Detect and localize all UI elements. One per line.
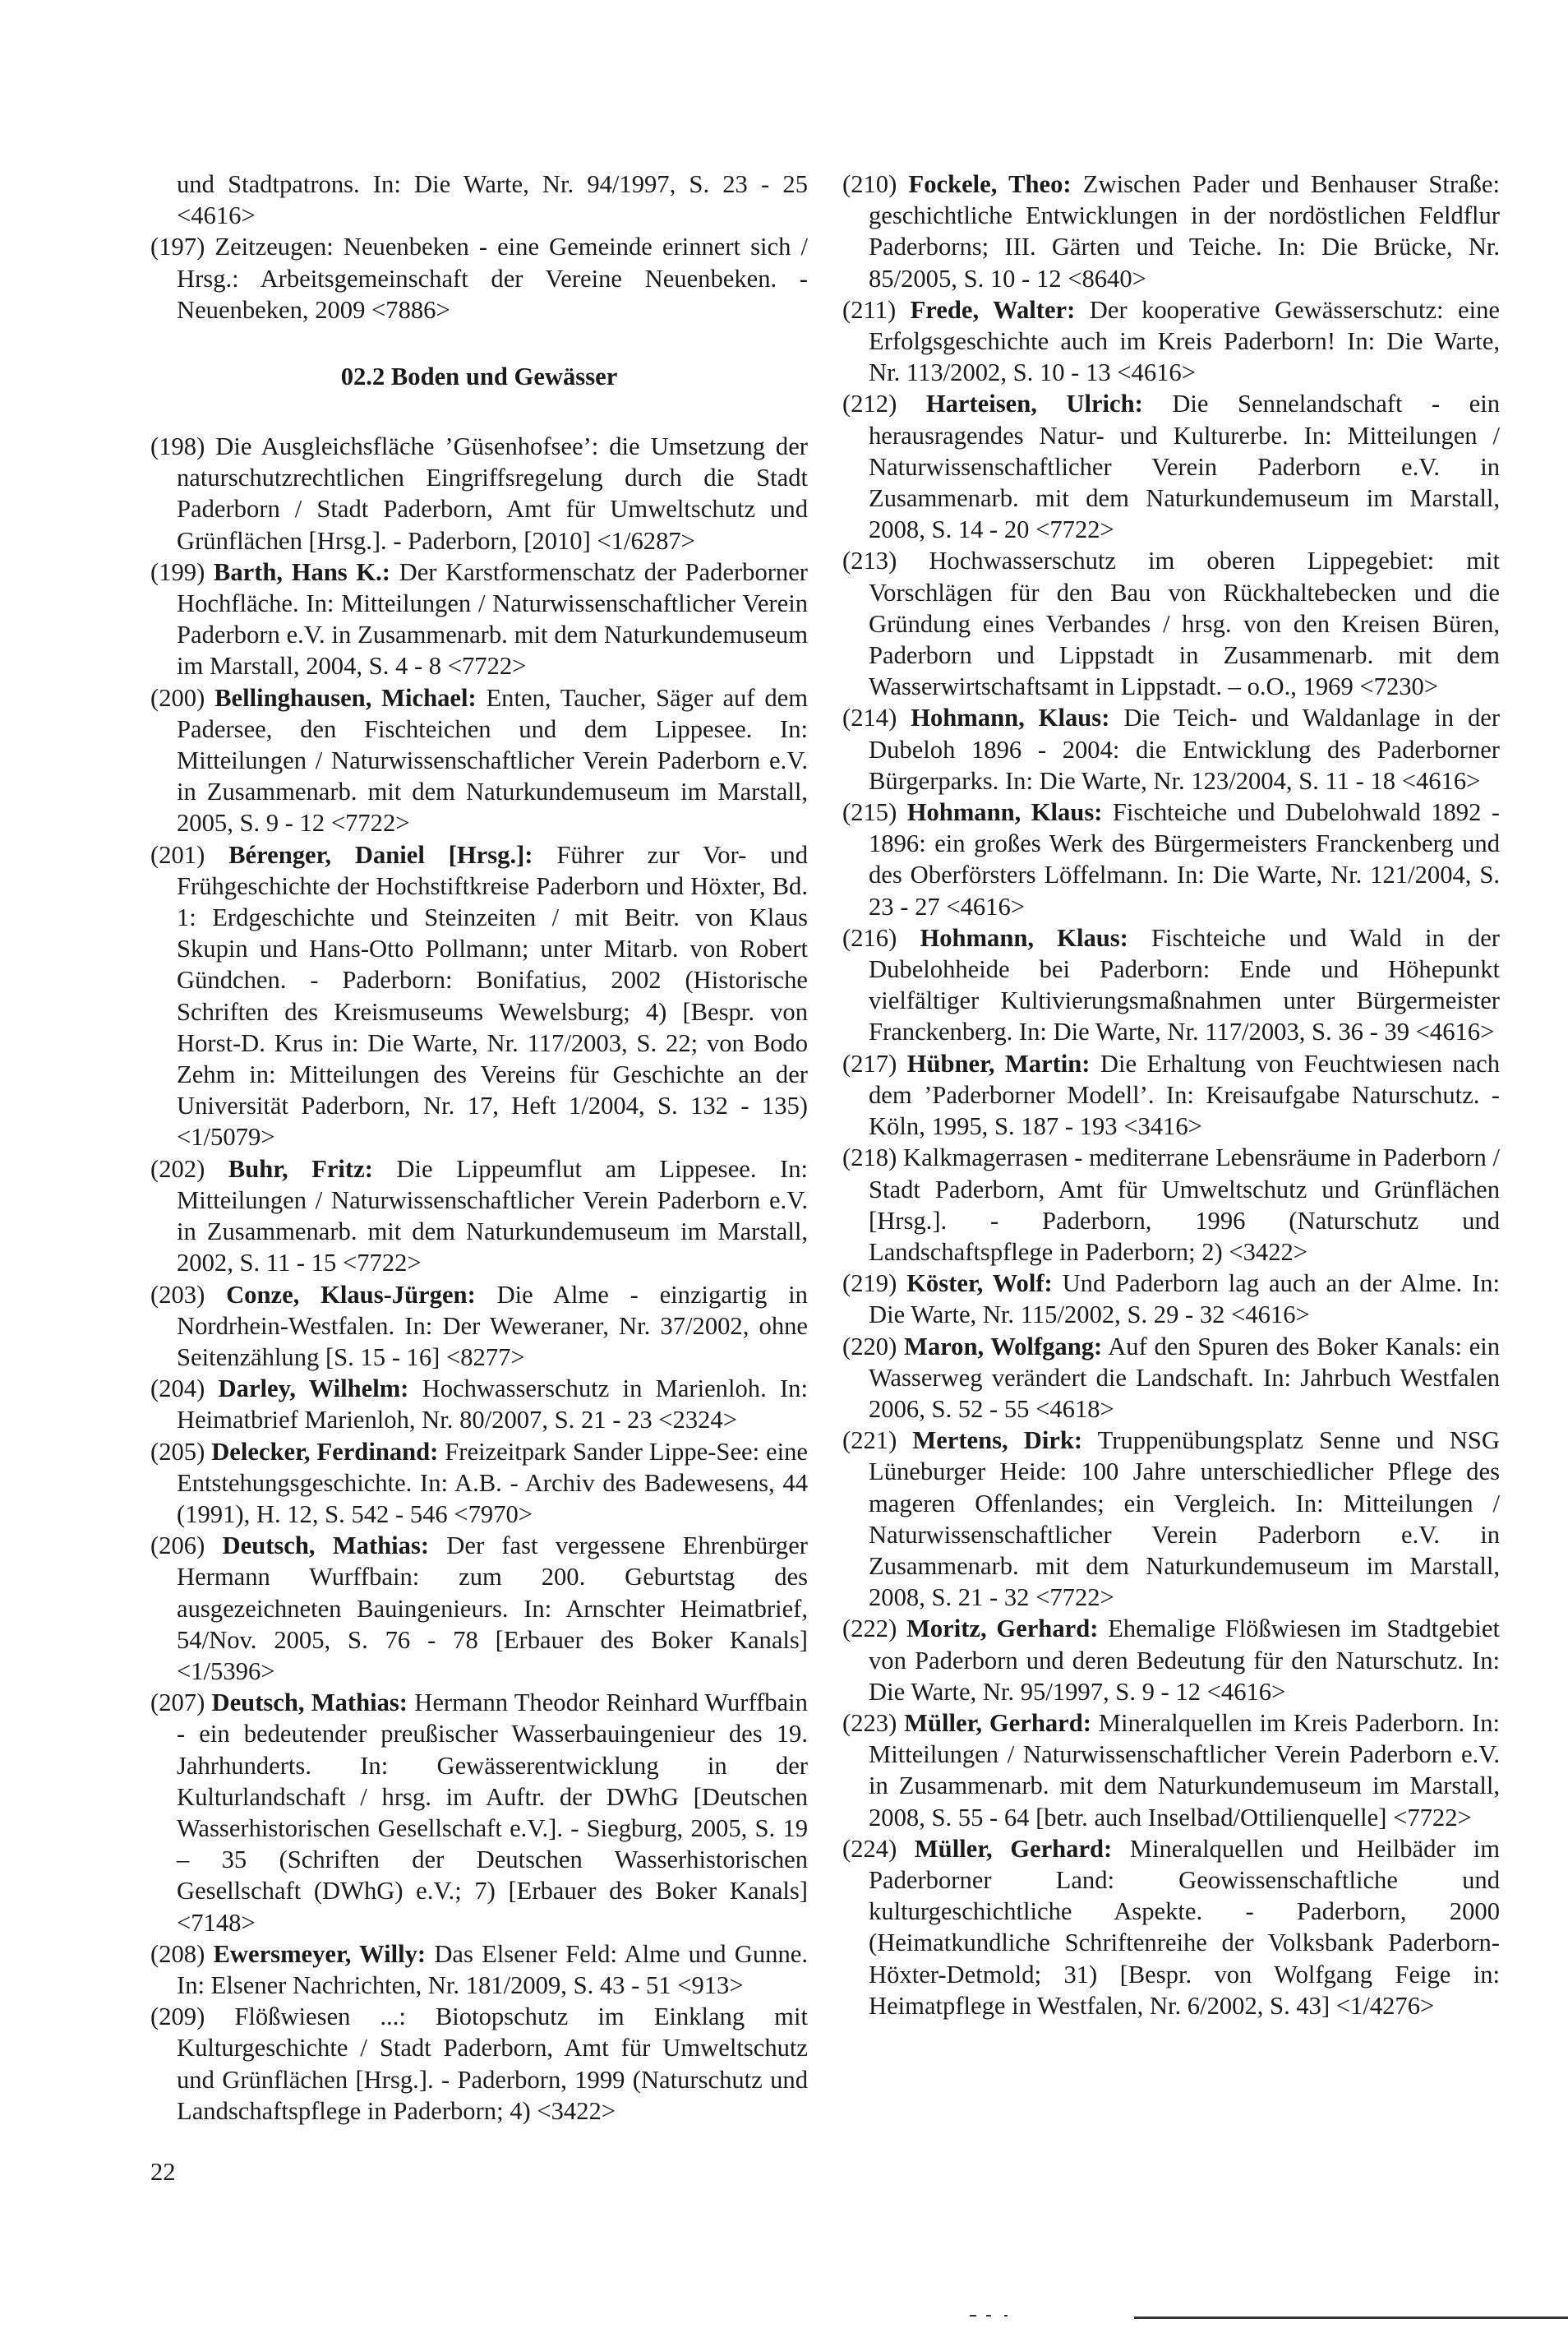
entry-text: Das Elsener Feld: Alme und Gunne. In: Elsener Nachrichten, Nr. 181/2009, S. 43 - 51 <913> — [177, 1939, 808, 1999]
bibliography-entry — [842, 388, 1500, 545]
entry-text: Hochwasserschutz im oberen Lippegebiet: mit Vorschlägen für den Bau von Rückhaltebecken und die Gründung eines Verbandes / hrsg. von den Kreisen Büren, Paderborn und Lippstadt in Zusammenarb. mit dem Wasserwirtschaftsamt in Lippstadt. – o.O., 1969 <7230> — [869, 547, 1500, 701]
entry-author: Moritz, Gerhard: — [906, 1614, 1099, 1643]
entry-text: Auf den Spuren des Boker Kanals: ein Wasserweg verändert die Landschaft. In: Jahrbuch Westfalen 2006, S. 52 - 55 <4618> — [869, 1332, 1500, 1423]
bibliography-entry — [150, 557, 808, 682]
bibliography-entry — [842, 1331, 1500, 1425]
entry-author: Hohmann, Klaus: — [911, 704, 1110, 732]
entry-number: (217) — [842, 1049, 897, 1078]
entry-number: (220) — [842, 1332, 897, 1360]
entry-author: Harteisen, Ulrich: — [925, 390, 1143, 418]
entry-number: (207) — [150, 1688, 205, 1717]
entry-number: (206) — [150, 1531, 205, 1560]
bibliography-entry — [842, 797, 1500, 922]
entry-author: Müller, Gerhard: — [914, 1834, 1113, 1863]
bibliography-entry — [842, 169, 1500, 294]
entry-text: Zwischen Pader und Benhauser Straße: geschichtliche Entwicklungen in der nordöstlichen Feldflur Paderborns; III. Gärten und Teiche. In: Die Brücke, Nr. 85/2005, S. 10 - 12 <8640> — [869, 170, 1500, 293]
entry-text: Flößwiesen ...: Biotopschutz im Einklang mit Kulturgeschichte / Stadt Paderborn, Amt für Umweltschutz und Grünflächen [Hrsg.]. - Paderborn, 1999 (Naturschutz und Landschaftspflege in Paderborn; 4) <3422> — [177, 2002, 808, 2125]
entry-list-left — [150, 431, 808, 2127]
bibliography-entry — [842, 1268, 1500, 1330]
entry-author: Deutsch, Mathias: — [222, 1531, 430, 1560]
entry-text: Fischteiche und Wald in der Dubelohheide bei Paderborn: Ende und Höhepunkt vielfältiger Kultivierungsmaßnahmen unter Bürgermeister Franckenberg. In: Die Warte, Nr. 117/2003, S. 36 - 39 <4616> — [869, 923, 1500, 1046]
entry-text: Enten, Taucher, Säger auf dem Padersee, den Fischteichen und dem Lippesee. In: Mitteilungen / Naturwissenschaftlicher Verein Paderborn e.V. in Zusammenarb. mit dem Naturkundemuseum im Marstall, 2005, S. 9 - 12 <7722> — [177, 683, 809, 838]
entry-text: Freizeitpark Sander Lippe-See: eine Entstehungsgeschichte. In: A.B. - Archiv des Badewesens, 44 (1991), H. 12, S. 542 - 546 <7970> — [177, 1437, 808, 1528]
entry-text: Die Ausgleichsfläche ’Güsenhofsee’: die Umsetzung der naturschutzrechtlichen Eingriffsregelung durch die Stadt Paderborn / Stadt Paderborn, Amt für Umweltschutz und Grünflächen [Hrsg.]. - Paderborn, [2010] <1/6287> — [177, 432, 808, 555]
entry-text: Fischteiche und Dubelohwald 1892 - 1896: ein großes Werk des Bürgermeisters Franckenberg und des Oberförsters Löffelmann. In: Die Warte, Nr. 121/2004, S. 23 - 27 <4616> — [869, 798, 1500, 921]
entry-number: (199) — [150, 557, 205, 586]
entry-author: Köster, Wolf: — [906, 1269, 1053, 1298]
entry-author: Hübner, Martin: — [906, 1049, 1091, 1078]
entry-number: (223) — [842, 1708, 897, 1737]
entry-number: (198) — [150, 432, 205, 461]
bibliography-entry — [842, 1707, 1500, 1833]
entry-text: Kalkmagerrasen - mediterrane Lebensräume in Paderborn / Stadt Paderborn, Amt für Umweltschutz und Grünflächen [Hrsg.]. - Paderborn, 1996 (Naturschutz und Landschaftspflege in Paderborn; 2) <3422> — [869, 1143, 1501, 1266]
entry-number: (210) — [842, 170, 897, 198]
bibliography-entry — [150, 839, 808, 1153]
entry-number: (204) — [150, 1374, 205, 1403]
entry-text: Hochwasserschutz in Marienloh. In: Heimatbrief Marienloh, Nr. 80/2007, S. 21 - 23 <2324> — [177, 1374, 808, 1434]
entry-author: Deutsch, Mathias: — [211, 1688, 408, 1717]
bibliography-entry — [842, 1048, 1500, 1143]
entry-text: Der kooperative Gewässerschutz: eine Erfolgsgeschichte auch im Kreis Paderborn! In: Die Warte, Nr. 113/2002, S. 10 - 13 <4616> — [869, 295, 1500, 387]
entry-number: (212) — [842, 390, 897, 418]
entry-text: Ehemalige Flößwiesen im Stadtgebiet von Paderborn und deren Bedeutung für den Naturschutz. In: Die Warte, Nr. 95/1997, S. 9 - 12 <4616> — [869, 1614, 1501, 1706]
entry-number: (221) — [842, 1426, 897, 1455]
entry-number: (201) — [150, 840, 205, 869]
bibliography-entry — [150, 1436, 808, 1531]
entry-author: Conze, Klaus-Jürgen: — [226, 1280, 476, 1309]
entry-number: (209) — [150, 2002, 205, 2031]
bibliography-entry — [842, 1425, 1500, 1613]
bibliography-entry — [150, 1938, 808, 2001]
entry-text: Die Sennelandschaft - ein herausragendes Natur- und Kulturerbe. In: Mitteilungen / Naturwissenschaftlicher Verein Paderborn e.V. in Zusammenarb. mit dem Naturkundemuseum im Marstall, 2008, S. 14 - 20 <7722> — [869, 390, 1500, 544]
entry-number: (224) — [842, 1834, 897, 1863]
entry-number: (200) — [150, 683, 205, 712]
right-column — [842, 169, 1500, 2021]
bibliography-entry — [150, 1530, 808, 1687]
bibliography-entry — [150, 431, 808, 557]
entry-number: (197) — [150, 233, 205, 261]
section-heading: 02.2 Boden und Gewässer — [340, 363, 618, 391]
entry-author: Hohmann, Klaus: — [906, 798, 1103, 827]
entry-text: Mineralquellen im Kreis Paderborn. In: Mitteilungen / Naturwissenschaftlicher Verein Paderborn e.V. in Zusammenarb. mit dem Naturkundemuseum im Marstall, 2008, S. 55 - 64 [betr. auch Inselbad/Ottilienquelle] <7722> — [869, 1708, 1501, 1832]
entry-author: Müller, Gerhard: — [904, 1708, 1091, 1737]
entry-author: Buhr, Fritz: — [228, 1154, 373, 1183]
entry-text: Der fast vergessene Ehrenbürger Hermann Wurffbain: zum 200. Geburtstag des ausgezeichneten Bauingenieurs. In: Arnschter Heimatbrief, 54/Nov. 2005, S. 76 - 78 [Erbauer des Boker Kanals] <1/5396> — [177, 1531, 808, 1685]
scan-mark — [1004, 2315, 1008, 2317]
entry-author: Ewersmeyer, Willy: — [213, 1939, 427, 1968]
bibliography-entry — [150, 682, 808, 839]
entry-number: (202) — [150, 1154, 205, 1183]
scan-edge-line — [1134, 2317, 1568, 2319]
entry-text: Führer zur Vor- und Frühgeschichte der Hochstiftkreise Paderborn und Höxter, Bd. 1: Erdgeschichte und Steinzeiten / mit Beitr. von Klaus Skupin und Hans-Otto Pollmann; unter Mitarb. von Robert Gündchen. - Paderborn: Bonifatius, 2002 (Historische Schriften des Kreismuseums Wewelsburg; 4) [Bespr. von Horst-D. Krus in: Die Warte, Nr. 117/2003, S. 22; von Bodo Zehm in: Mitteilungen des Vereins für Geschichte an der Universität Paderborn, Nr. 17, Heft 1/2004, S. 132 - 135) <1/5079> — [177, 840, 808, 1152]
entry-author: Delecker, Ferdinand: — [211, 1437, 439, 1466]
entry-text: Die Lippeumflut am Lippesee. In: Mitteilungen / Naturwissenschaftlicher Verein Paderborn e.V. in Zusammenarb. mit dem Naturkundemuseum im Marstall, 2002, S. 11 - 15 <7722> — [177, 1154, 808, 1277]
entry-text: Zeitzeugen: Neuenbeken - eine Gemeinde erinnert sich / Hrsg.: Arbeitsgemeinschaft der Vereine Neuenbeken. - Neuenbeken, 2009 <7886> — [177, 233, 808, 324]
entry-number: (214) — [842, 704, 897, 732]
entry-number: (213) — [842, 547, 897, 575]
bibliography-entry — [842, 545, 1500, 702]
entry-author: Darley, Wilhelm: — [218, 1374, 409, 1403]
continuation-text: und Stadtpatrons. In: Die Warte, Nr. 94/1997, S. 23 - 25 <4616> — [177, 170, 808, 230]
entry-number: (216) — [842, 923, 897, 952]
entry-text: Und Paderborn lag auch an der Alme. In: Die Warte, Nr. 115/2002, S. 29 - 32 <4616> — [869, 1269, 1500, 1329]
entry-author: Barth, Hans K.: — [213, 557, 390, 586]
bibliography-entry — [150, 1687, 808, 1938]
bibliography-entry — [150, 1153, 808, 1279]
bibliography-entry — [842, 294, 1500, 389]
bibliography-entry — [842, 1142, 1500, 1268]
entry-text: Der Karstformenschatz der Paderborner Hochfläche. In: Mitteilungen / Naturwissenschaftlicher Verein Paderborn e.V. in Zusammenarb. mit dem Naturkundemuseum im Marstall, 2004, S. 4 - 8 <7722> — [177, 557, 808, 681]
bibliography-entry — [842, 1613, 1500, 1707]
entry-number: (222) — [842, 1614, 897, 1643]
scan-mark — [970, 2315, 976, 2317]
entry-number: (205) — [150, 1437, 205, 1466]
bibliography-entry — [842, 702, 1500, 797]
bibliography-entry — [150, 1279, 808, 1374]
entry-number: (218) — [842, 1143, 897, 1172]
page-number: 22 — [150, 2158, 176, 2186]
bibliography-entry — [150, 1373, 808, 1435]
entry-number: (211) — [842, 295, 897, 324]
entry-author: Bérenger, Daniel [Hrsg.]: — [228, 840, 533, 869]
entry-number: (215) — [842, 798, 897, 827]
entry-text: Die Teich- und Waldanlage in der Dubeloh 1896 - 2004: die Entwicklung des Paderborner Bürgerparks. In: Die Warte, Nr. 123/2004, S. 11 - 18 <4616> — [869, 704, 1501, 795]
entry-text: Die Erhaltung von Feuchtwiesen nach dem ’Paderborner Modell’. In: Kreisaufgabe Naturschutz. - Köln, 1995, S. 187 - 193 <3416> — [869, 1049, 1500, 1141]
entry-text: Truppenübungsplatz Senne und NSG Lüneburger Heide: 100 Jahre unterschiedlicher Pflege des mageren Offenlandes; ein Vergleich. In: Mitteilungen / Naturwissenschaftlicher Verein Paderborn e.V. in Zusammenarb. mit dem Naturkundemuseum im Marstall, 2008, S. 21 - 32 <7722> — [869, 1426, 1500, 1612]
entry-list-right — [842, 169, 1500, 2021]
bibliography-entry — [150, 231, 808, 326]
entry-author: Mertens, Dirk: — [912, 1426, 1083, 1455]
entry-author: Maron, Wolfgang: — [903, 1332, 1103, 1360]
bibliography-entry — [842, 1833, 1500, 2021]
entry-number: (203) — [150, 1280, 205, 1309]
left-column — [150, 169, 808, 2127]
entry-text: Mineralquellen und Heilbäder im Paderborner Land: Geowissenschaftliche und kulturgeschichtliche Aspekte. - Paderborn, 2000 (Heimatkundliche Schriftenreihe der Volksbank Paderborn-Höxter-Detmold; 31) [Bespr. von Wolfgang Feige in: Heimatpflege in Westfalen, Nr. 6/2002, S. 43] <1/4276> — [869, 1834, 1500, 2020]
entry-author: Bellinghausen, Michael: — [214, 683, 477, 712]
scan-mark — [986, 2315, 991, 2317]
entry-text: Die Alme - einzigartig in Nordrhein-Westfalen. In: Der Weweraner, Nr. 37/2002, ohne Seitenzählung [S. 15 - 16] <8277> — [177, 1280, 808, 1371]
entry-author: Fockele, Theo: — [908, 170, 1072, 198]
entry-author: Frede, Walter: — [910, 295, 1076, 324]
bibliography-entry — [150, 2001, 808, 2127]
entry-text: Hermann Theodor Reinhard Wurffbain - ein bedeutender preußischer Wasserbauingenieur des 19. Jahrhunderts. In: Gewässerentwicklung in der Kulturlandschaft / hrsg. im Auftr. der DWhG [Deutschen Wasserhistorischen Gesellschaft e.V.]. - Siegburg, 2005, S. 19 – 35 (Schriften der Deutschen Wasserhistorischen Gesellschaft (DWhG) e.V.; 7) [Erbauer des Boker Kanals] <7148> — [177, 1688, 808, 1937]
entries-before-section — [150, 231, 808, 326]
entry-number: (219) — [842, 1269, 897, 1298]
entry-author: Hohmann, Klaus: — [920, 923, 1128, 952]
entry-number: (208) — [150, 1939, 205, 1968]
bibliography-entry — [842, 922, 1500, 1048]
